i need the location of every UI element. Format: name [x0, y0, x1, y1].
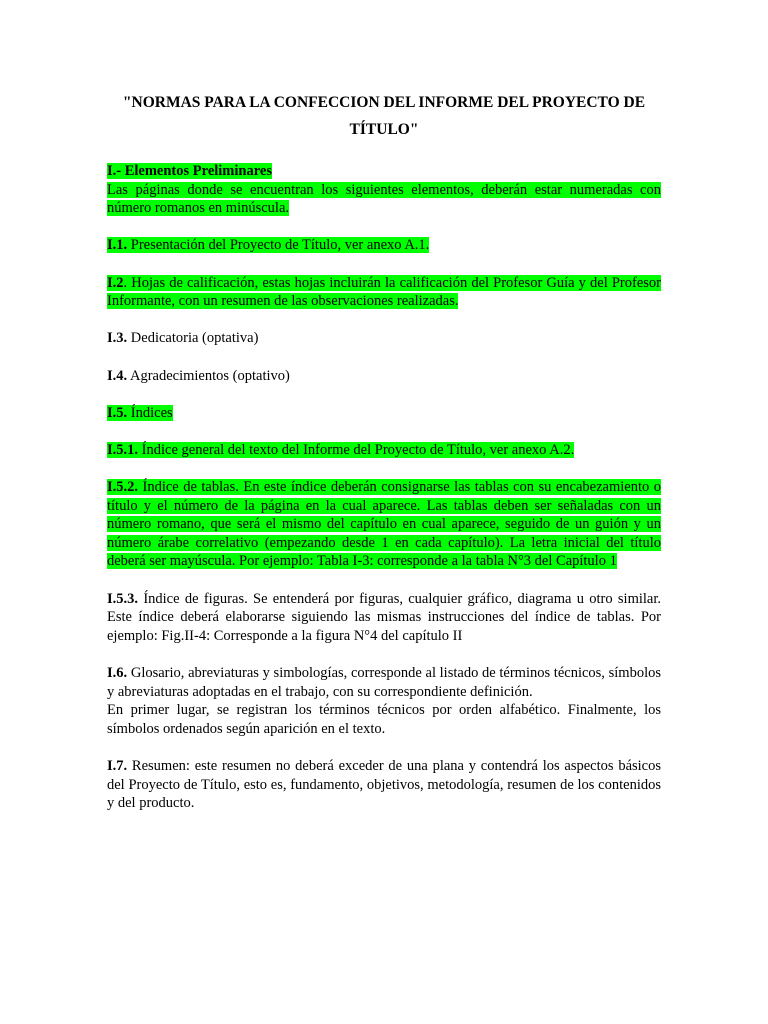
- section-text: Agradecimientos (optativo): [127, 367, 290, 384]
- section-text-2: En primer lugar, se registran los términos técnicos por orden alfabético. Finalmente, los símbolos ordenados según aparición en el texto.: [107, 702, 661, 737]
- section-text: Glosario, abreviaturas y simbologías, corresponde al listado de términos técnicos, símbolos y abreviaturas adoptadas en el trabajo, con su correspondiente definición.: [107, 665, 661, 700]
- document-title: "NORMAS PARA LA CONFECCION DEL INFORME DEL PROYECTO DE TÍTULO": [122, 94, 646, 138]
- section-label: I.4.: [107, 367, 128, 384]
- section-i1: [107, 236, 661, 255]
- section-elementos-preliminares: [107, 162, 661, 218]
- section-text: Índice de figuras. Se entenderá por figuras, cualquier gráfico, diagrama u otro similar. Este índice deberá elaborarse siguiendo las mismas instrucciones del índice de tablas. Por ejemplo: Fig.II-4: Corresponde a la figura N°4 del capítulo II: [107, 590, 661, 644]
- section-label: I.5.2.: [107, 479, 139, 496]
- section-label: I.2: [107, 274, 124, 291]
- section-i5-2: [107, 478, 661, 571]
- section-label: I.6.: [107, 665, 128, 682]
- section-label: I.5.: [107, 404, 128, 421]
- section-text: Resumen: este resumen no deberá exceder de una plana y contendrá los aspectos básicos del Proyecto de Título, esto es, fundamento, objetivos, metodología, resumen de los contenidos y del producto.: [107, 758, 661, 812]
- section-i3: [107, 329, 661, 348]
- section-text: Índice de tablas. En este índice deberán consignarse las tablas con su encabezamiento o título y el número de la página en la cual aparece. Las tablas deben ser señaladas con un número romano, que será el mismo del capítulo en cual aparece, seguido de un guión y un número árabe correlativo (empezando desde 1 en cada capítulo). La letra inicial del título deberá ser mayúscula. Por ejemplo: Tabla I-3: corresponde a la tabla N°3 del Capítulo 1: [107, 479, 661, 570]
- section-text: Las páginas donde se encuentran los siguientes elementos, deberán estar numeradas con número romanos en minúscula.: [107, 181, 661, 217]
- section-i5-3: [107, 590, 661, 646]
- section-label: I.5.3.: [107, 590, 139, 607]
- section-i5-1: [107, 441, 661, 460]
- section-text: Índice general del texto del Informe del Proyecto de Título, ver anexo A.2.: [138, 441, 575, 458]
- section-text: Dedicatoria (optativa): [127, 330, 259, 347]
- section-label: I.7.: [107, 758, 128, 774]
- section-text: Presentación del Proyecto de Título, ver anexo A.1.: [127, 237, 430, 254]
- section-label: I.3.: [107, 330, 128, 347]
- section-i5: [107, 404, 661, 423]
- section-i4: [107, 367, 661, 386]
- section-text: Índices: [127, 404, 173, 421]
- section-text: . Hojas de calificación, estas hojas incluirán la calificación del Profesor Guía y del Profesor Informante, con un resumen de las observaciones realizadas.: [107, 274, 661, 310]
- section-i6: [107, 664, 661, 738]
- document-body: [107, 162, 661, 831]
- section-label: I.1.: [107, 237, 128, 254]
- section-label: I.5.1.: [107, 441, 139, 458]
- section-i7: [107, 757, 661, 813]
- section-i2: [107, 274, 661, 311]
- section-heading: I.- Elementos Preliminares: [107, 163, 272, 179]
